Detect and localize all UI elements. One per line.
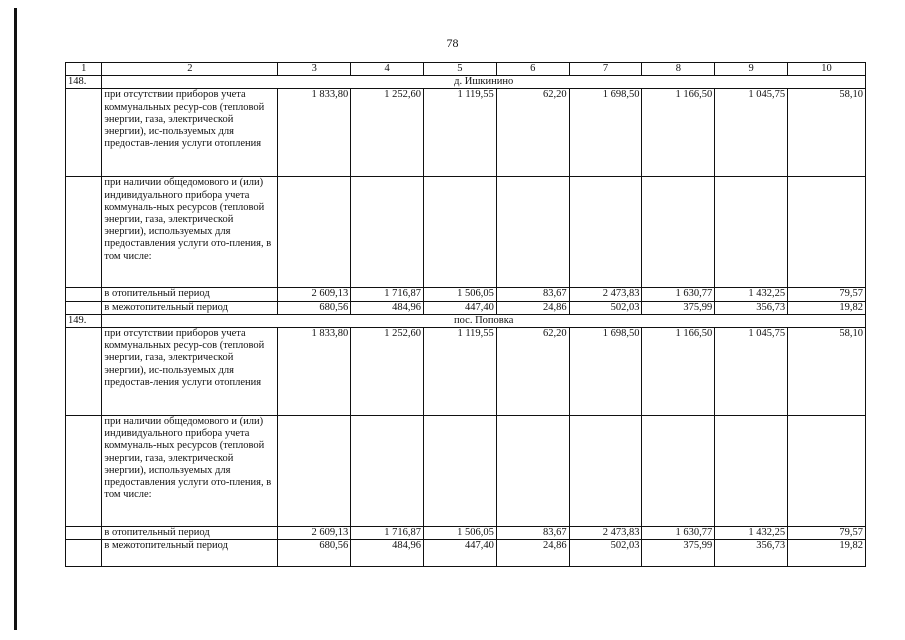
value-cell: 1 045,75 — [715, 89, 788, 177]
value-cell: 1 630,77 — [642, 288, 715, 301]
table-row — [66, 527, 866, 540]
value-cell: 484,96 — [351, 301, 424, 314]
header-row — [66, 63, 866, 76]
value-cell — [496, 177, 569, 288]
value-cell — [788, 416, 866, 527]
value-cell: 1 252,60 — [351, 89, 424, 177]
value-cell: 2 609,13 — [278, 288, 351, 301]
row-description: при отсутствии приборов учета коммунальных ресур-сов (тепловой энергии, газа, электрической энергии), ис-пользуемых для предостав-ления услуги отопления — [102, 89, 278, 177]
value-cell: 62,20 — [496, 89, 569, 177]
table-row — [66, 416, 866, 527]
column-header: 8 — [642, 63, 715, 76]
value-cell — [424, 416, 497, 527]
value-cell: 19,82 — [788, 540, 866, 567]
row-description: при наличии общедомового и (или) индивидуального прибора учета коммуналь-ных ресурсов (тепловой энергии, газа, электрической энергии), используемых для предоставления услуги ото-пления, в том числе: — [102, 177, 278, 288]
row-description: в межотопительный период — [102, 301, 278, 314]
value-cell: 58,10 — [788, 89, 866, 177]
value-cell: 79,57 — [788, 527, 866, 540]
value-cell: 2 473,83 — [569, 288, 642, 301]
row-number-cell — [66, 89, 102, 177]
value-cell — [569, 416, 642, 527]
section-place: д. Ишкинино — [102, 76, 866, 89]
value-cell: 447,40 — [424, 540, 497, 567]
value-cell: 24,86 — [496, 301, 569, 314]
value-cell — [715, 177, 788, 288]
value-cell: 19,82 — [788, 301, 866, 314]
value-cell: 1 119,55 — [424, 89, 497, 177]
table-row — [66, 301, 866, 314]
row-number-cell — [66, 328, 102, 416]
table-row — [66, 540, 866, 567]
column-header: 10 — [788, 63, 866, 76]
value-cell: 24,86 — [496, 540, 569, 567]
row-number-cell — [66, 416, 102, 527]
row-number-cell — [66, 527, 102, 540]
table-row — [66, 328, 866, 416]
row-number-cell — [66, 540, 102, 567]
value-cell: 1 698,50 — [569, 89, 642, 177]
value-cell: 1 119,55 — [424, 328, 497, 416]
value-cell: 484,96 — [351, 540, 424, 567]
column-header: 9 — [715, 63, 788, 76]
page-number: 78 — [446, 36, 459, 50]
value-cell: 83,67 — [496, 288, 569, 301]
value-cell: 83,67 — [496, 527, 569, 540]
value-cell: 1 716,87 — [351, 288, 424, 301]
value-cell: 447,40 — [424, 301, 497, 314]
value-cell — [569, 177, 642, 288]
value-cell — [715, 416, 788, 527]
section-row — [66, 76, 866, 89]
value-cell: 1 432,25 — [715, 527, 788, 540]
column-header: 6 — [496, 63, 569, 76]
value-cell: 1 506,05 — [424, 527, 497, 540]
value-cell: 1 252,60 — [351, 328, 424, 416]
column-header: 1 — [66, 63, 102, 76]
row-number-cell — [66, 301, 102, 314]
value-cell: 1 833,80 — [278, 89, 351, 177]
column-header: 4 — [351, 63, 424, 76]
section-row — [66, 314, 866, 327]
row-number-cell — [66, 288, 102, 301]
row-description: в отопительный период — [102, 288, 278, 301]
value-cell — [351, 416, 424, 527]
value-cell: 62,20 — [496, 328, 569, 416]
value-cell — [642, 177, 715, 288]
value-cell: 1 716,87 — [351, 527, 424, 540]
section-number: 149. — [66, 314, 102, 327]
value-cell — [788, 177, 866, 288]
value-cell: 1 166,50 — [642, 328, 715, 416]
section-number: 148. — [66, 76, 102, 89]
value-cell: 58,10 — [788, 328, 866, 416]
value-cell — [424, 177, 497, 288]
value-cell: 1 506,05 — [424, 288, 497, 301]
column-header: 2 — [102, 63, 278, 76]
value-cell — [496, 416, 569, 527]
value-cell: 1 630,77 — [642, 527, 715, 540]
row-description: в межотопительный период — [102, 540, 278, 567]
value-cell: 375,99 — [642, 301, 715, 314]
column-header: 3 — [278, 63, 351, 76]
value-cell: 502,03 — [569, 540, 642, 567]
tariff-table — [65, 62, 866, 567]
value-cell: 680,56 — [278, 301, 351, 314]
value-cell — [351, 177, 424, 288]
table-row — [66, 89, 866, 177]
value-cell: 79,57 — [788, 288, 866, 301]
row-number-cell — [66, 177, 102, 288]
value-cell — [278, 177, 351, 288]
value-cell — [642, 416, 715, 527]
row-description: в отопительный период — [102, 527, 278, 540]
column-header: 7 — [569, 63, 642, 76]
table-row — [66, 288, 866, 301]
value-cell: 2 473,83 — [569, 527, 642, 540]
value-cell: 680,56 — [278, 540, 351, 567]
binding-line — [14, 8, 17, 630]
value-cell: 356,73 — [715, 301, 788, 314]
table-body — [66, 63, 866, 567]
row-description: при наличии общедомового и (или) индивидуального прибора учета коммуналь-ных ресурсов (тепловой энергии, газа, электрической энергии), используемых для предоставления услуги ото-пления, в том числе: — [102, 416, 278, 527]
value-cell: 1 166,50 — [642, 89, 715, 177]
value-cell: 2 609,13 — [278, 527, 351, 540]
row-description: при отсутствии приборов учета коммунальных ресур-сов (тепловой энергии, газа, электрической энергии), ис-пользуемых для предостав-ления услуги отопления — [102, 328, 278, 416]
value-cell: 1 432,25 — [715, 288, 788, 301]
value-cell: 356,73 — [715, 540, 788, 567]
value-cell — [278, 416, 351, 527]
value-cell: 1 698,50 — [569, 328, 642, 416]
section-place: пос. Поповка — [102, 314, 866, 327]
table-row — [66, 177, 866, 288]
value-cell: 502,03 — [569, 301, 642, 314]
column-header: 5 — [424, 63, 497, 76]
value-cell: 1 045,75 — [715, 328, 788, 416]
value-cell: 1 833,80 — [278, 328, 351, 416]
value-cell: 375,99 — [642, 540, 715, 567]
